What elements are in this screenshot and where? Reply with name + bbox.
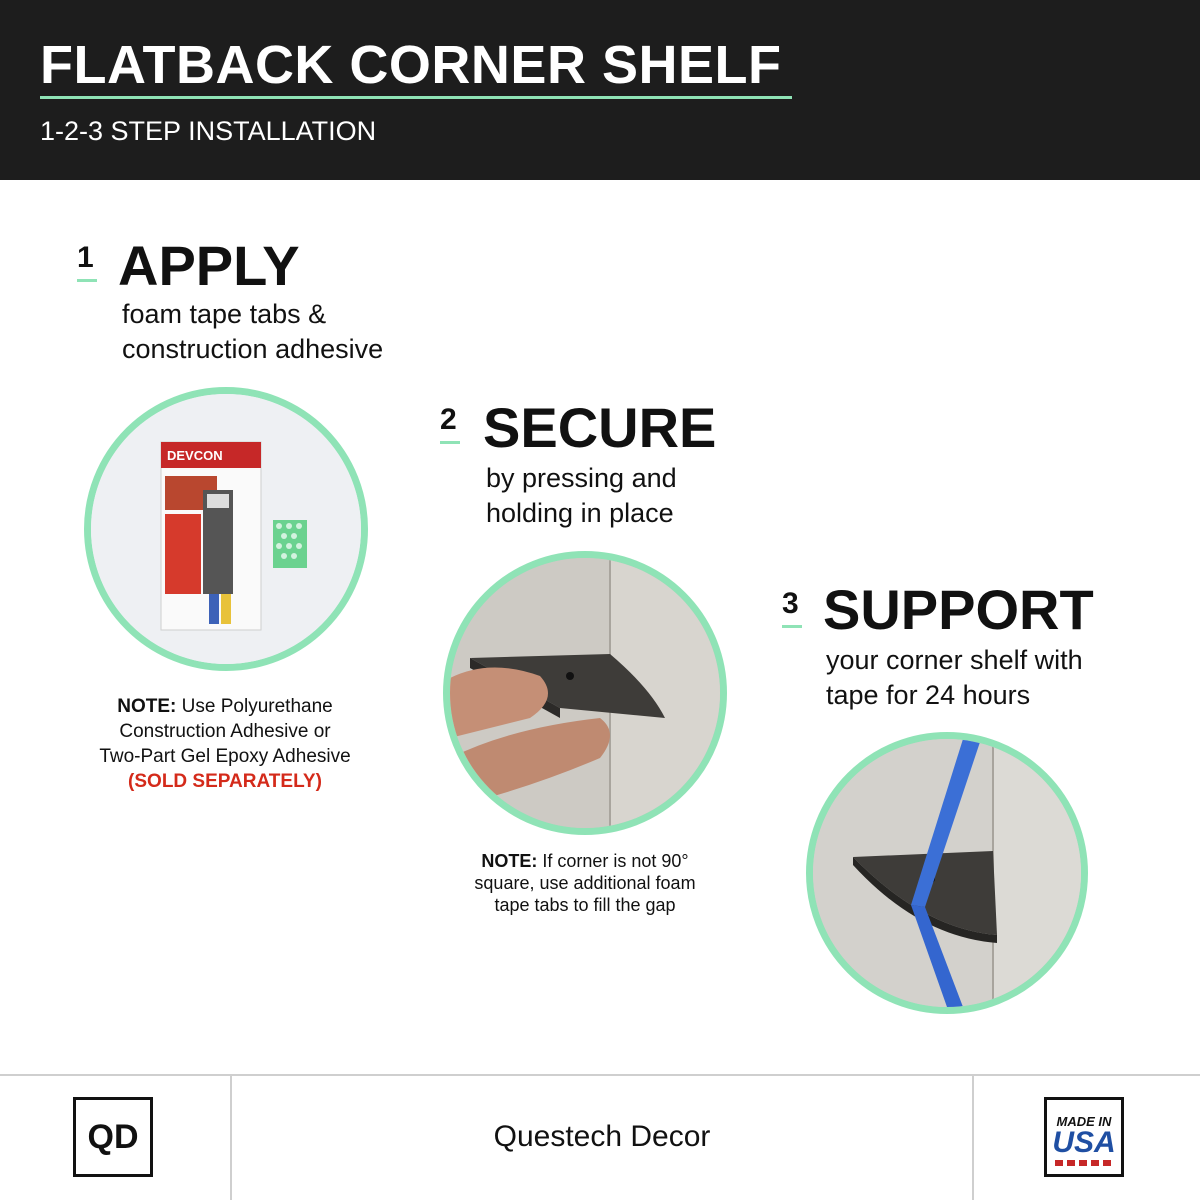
step-2-heading: SECURE — [483, 396, 717, 459]
page-title: FLATBACK CORNER SHELF — [40, 35, 782, 95]
step-3-heading: SUPPORT — [823, 578, 1094, 641]
footer-separator-right — [972, 1076, 974, 1200]
header-banner — [0, 0, 1200, 180]
sold-separately-text: (SOLD SEPARATELY) — [128, 771, 322, 792]
title-underline — [40, 96, 792, 99]
taped-shelf-illustration — [813, 739, 1081, 1007]
page-subtitle: 1-2-3 STEP INSTALLATION — [40, 116, 377, 146]
step-1-note: NOTE: Use Polyurethane Construction Adhesive or Two-Part Gel Epoxy Adhesive (SOLD SEPARATELY) — [60, 694, 390, 794]
package-brand-text: DEVCON — [167, 448, 223, 463]
step-2-number: 2 — [440, 405, 460, 444]
adhesive-package-illustration — [91, 394, 361, 664]
step-1-description: foam tape tabs & construction adhesive — [122, 299, 384, 364]
step-1-number: 1 — [77, 243, 97, 282]
step-3-photo — [806, 732, 1088, 1014]
made-in-usa-badge: MADE IN USA — [1044, 1097, 1124, 1177]
footer-divider — [0, 1074, 1200, 1076]
brand-name: Questech Decor — [493, 1120, 711, 1153]
step-1-heading: APPLY — [118, 234, 300, 297]
step-2-photo — [443, 551, 727, 835]
step-3-number: 3 — [782, 589, 802, 628]
pressing-shelf-illustration — [450, 558, 720, 828]
step-3-description: your corner shelf with tape for 24 hours — [826, 645, 1083, 710]
step-2-note: NOTE: If corner is not 90° square, use additional foam tape tabs to fill the gap — [474, 851, 696, 915]
brand-logo: QD — [73, 1097, 153, 1177]
step-1-photo — [84, 387, 368, 671]
step-2-description: by pressing and holding in place — [486, 463, 677, 528]
flag-stripes-icon — [1055, 1160, 1113, 1166]
